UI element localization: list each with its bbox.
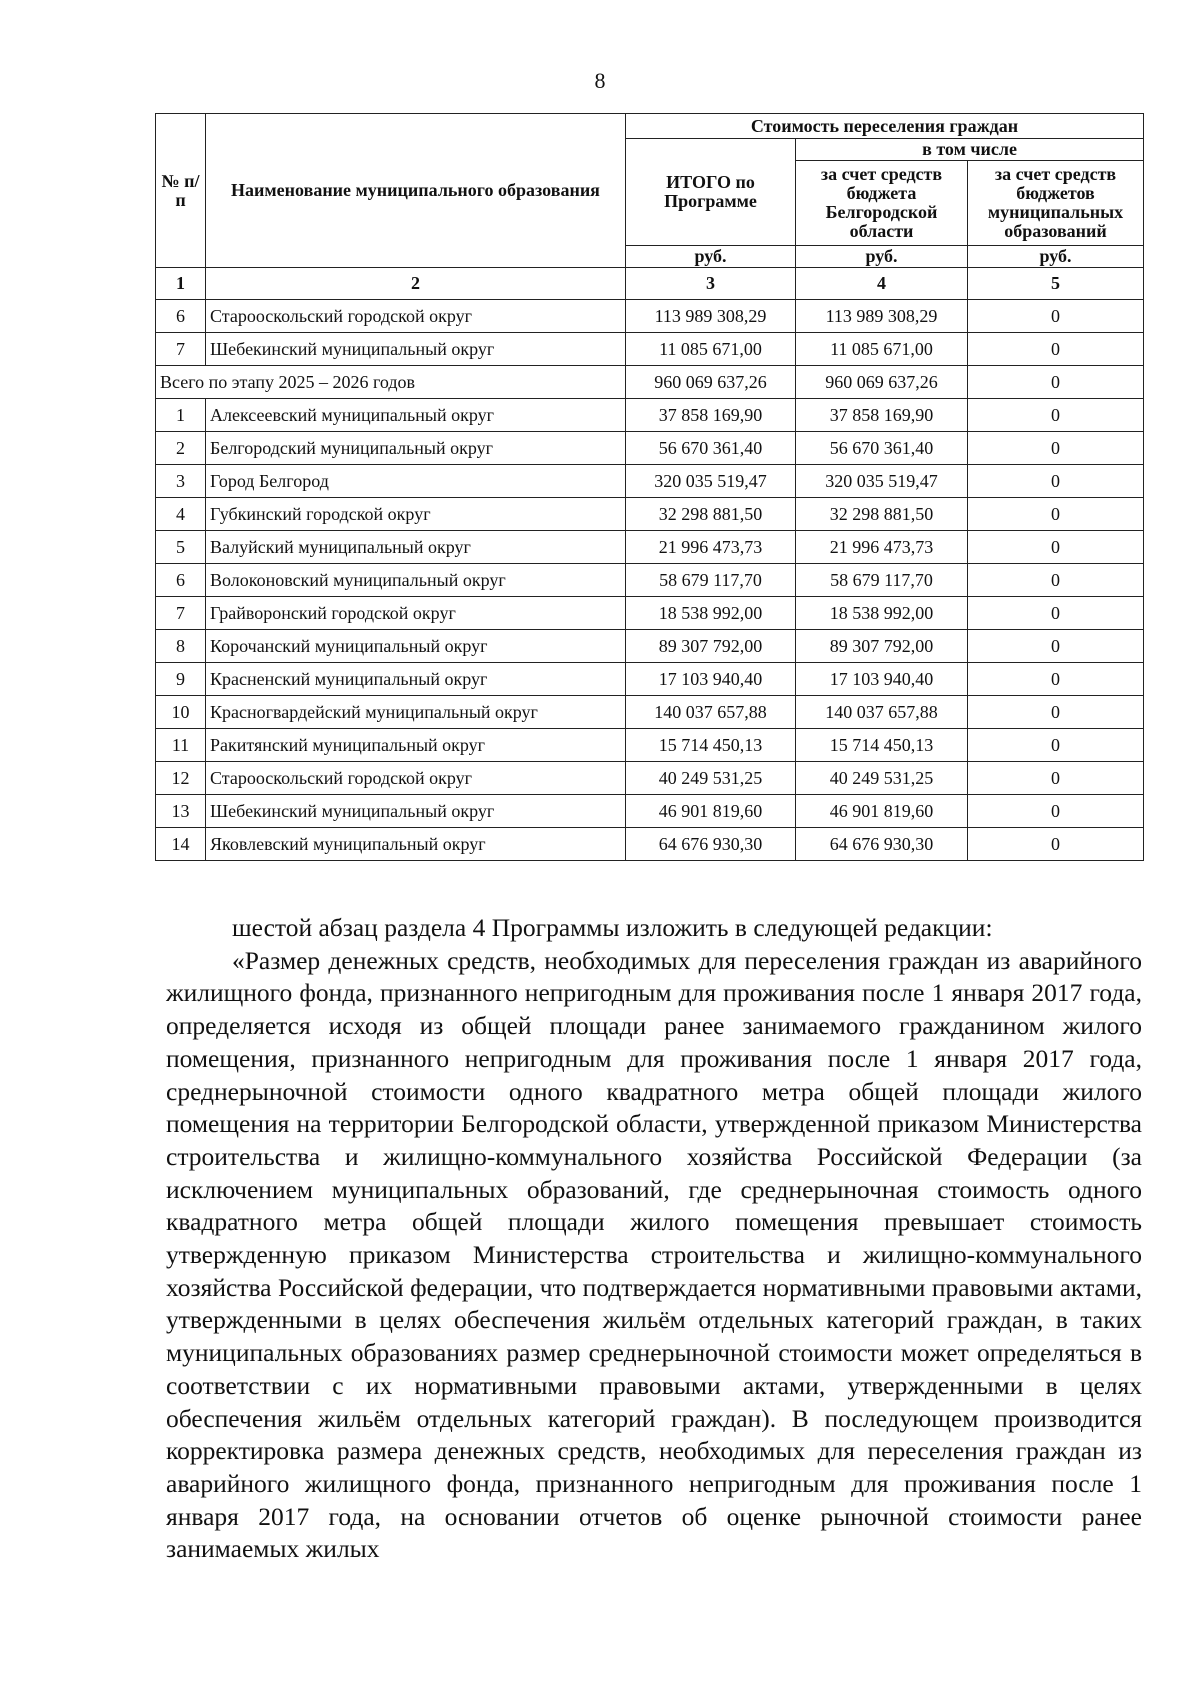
row-number: 7 <box>156 597 206 630</box>
header-cost-group: Стоимость переселения граждан <box>626 114 1144 139</box>
row-region-budget: 21 996 473,73 <box>796 531 968 564</box>
row-municipal-budget: 0 <box>968 399 1144 432</box>
row-total: 11 085 671,00 <box>626 333 796 366</box>
row-number: 12 <box>156 762 206 795</box>
row-municipality: Шебекинский муниципальный округ <box>206 795 626 828</box>
row-municipal-budget: 0 <box>968 465 1144 498</box>
stage-total-total: 960 069 637,26 <box>626 366 796 399</box>
table-row <box>156 498 1144 531</box>
row-region-budget: 58 679 117,70 <box>796 564 968 597</box>
table-row <box>156 300 1144 333</box>
row-municipality: Валуйский муниципальный округ <box>206 531 626 564</box>
column-number: 2 <box>206 268 626 300</box>
row-municipality: Губкинский городской округ <box>206 498 626 531</box>
row-municipal-budget: 0 <box>968 663 1144 696</box>
row-region-budget: 18 538 992,00 <box>796 597 968 630</box>
row-total: 37 858 169,90 <box>626 399 796 432</box>
intro-paragraph: шестой абзац раздела 4 Программы изложить в следующей редакции: <box>232 913 993 942</box>
table-row <box>156 564 1144 597</box>
row-total: 58 679 117,70 <box>626 564 796 597</box>
row-municipal-budget: 0 <box>968 597 1144 630</box>
table-row <box>156 531 1144 564</box>
row-municipality: Грайворонский городской округ <box>206 597 626 630</box>
row-number: 3 <box>156 465 206 498</box>
row-total: 64 676 930,30 <box>626 828 796 861</box>
row-region-budget: 17 103 940,40 <box>796 663 968 696</box>
row-region-budget: 40 249 531,25 <box>796 762 968 795</box>
row-municipality: Яковлевский муниципальный округ <box>206 828 626 861</box>
row-number: 10 <box>156 696 206 729</box>
row-number: 2 <box>156 432 206 465</box>
row-municipality: Корочанский муниципальный округ <box>206 630 626 663</box>
row-region-budget: 32 298 881,50 <box>796 498 968 531</box>
stage-total-municipal: 0 <box>968 366 1144 399</box>
row-number: 7 <box>156 333 206 366</box>
row-region-budget: 140 037 657,88 <box>796 696 968 729</box>
table-row <box>156 399 1144 432</box>
row-municipality: Ракитянский муниципальный округ <box>206 729 626 762</box>
row-total: 17 103 940,40 <box>626 663 796 696</box>
table-row <box>156 729 1144 762</box>
row-municipality: Красненский муниципальный округ <box>206 663 626 696</box>
row-region-budget: 64 676 930,30 <box>796 828 968 861</box>
header-col-name: Наименование муниципального образования <box>206 114 626 268</box>
row-number: 14 <box>156 828 206 861</box>
row-total: 140 037 657,88 <box>626 696 796 729</box>
document-text <box>166 912 1142 1566</box>
row-municipal-budget: 0 <box>968 300 1144 333</box>
column-number: 4 <box>796 268 968 300</box>
stage-total-region: 960 069 637,26 <box>796 366 968 399</box>
row-region-budget: 37 858 169,90 <box>796 399 968 432</box>
header-col-municipal: за счет средств бюджетов муниципальных образований <box>968 161 1144 246</box>
table-row <box>156 465 1144 498</box>
row-municipal-budget: 0 <box>968 762 1144 795</box>
row-number: 8 <box>156 630 206 663</box>
row-total: 113 989 308,29 <box>626 300 796 333</box>
resettlement-cost-table <box>155 113 1144 861</box>
row-municipality: Волоконовский муниципальный округ <box>206 564 626 597</box>
row-total: 15 714 450,13 <box>626 729 796 762</box>
row-municipality: Город Белгород <box>206 465 626 498</box>
row-municipality: Старооскольский городской округ <box>206 300 626 333</box>
column-number: 3 <box>626 268 796 300</box>
row-number: 1 <box>156 399 206 432</box>
column-number: 1 <box>156 268 206 300</box>
row-region-budget: 320 035 519,47 <box>796 465 968 498</box>
row-municipality: Красногвардейский муниципальный округ <box>206 696 626 729</box>
row-municipality: Белгородский муниципальный округ <box>206 432 626 465</box>
row-number: 13 <box>156 795 206 828</box>
row-number: 9 <box>156 663 206 696</box>
table-row <box>156 828 1144 861</box>
row-municipal-budget: 0 <box>968 333 1144 366</box>
row-municipality: Алексеевский муниципальный округ <box>206 399 626 432</box>
table-row <box>156 696 1144 729</box>
stage-total-row <box>156 366 1144 399</box>
stage-total-label: Всего по этапу 2025 – 2026 годов <box>156 366 626 399</box>
row-total: 21 996 473,73 <box>626 531 796 564</box>
row-region-budget: 15 714 450,13 <box>796 729 968 762</box>
table-row <box>156 762 1144 795</box>
header-col-region: за счет средств бюджета Белгородской области <box>796 161 968 246</box>
table-row <box>156 663 1144 696</box>
row-municipal-budget: 0 <box>968 795 1144 828</box>
row-number: 6 <box>156 564 206 597</box>
row-region-budget: 113 989 308,29 <box>796 300 968 333</box>
table-row <box>156 795 1144 828</box>
row-municipal-budget: 0 <box>968 498 1144 531</box>
column-number: 5 <box>968 268 1144 300</box>
row-region-budget: 56 670 361,40 <box>796 432 968 465</box>
row-municipal-budget: 0 <box>968 564 1144 597</box>
row-municipal-budget: 0 <box>968 630 1144 663</box>
row-total: 18 538 992,00 <box>626 597 796 630</box>
row-municipal-budget: 0 <box>968 729 1144 762</box>
row-total: 46 901 819,60 <box>626 795 796 828</box>
row-number: 6 <box>156 300 206 333</box>
row-total: 40 249 531,25 <box>626 762 796 795</box>
amended-paragraph: «Размер денежных средств, необходимых для переселения граждан из аварийного жилищного фонда, признанного непригодным для проживания после 1 января 2017 года, определяется исходя из общей площади ранее занимаемого гражданином жилого помещения, признанного непригодным для проживания после 1 января 2017 года, среднерыночной стоимости одного квадратного метра общей площади жилого помещения на территории Белгородской области, утвержденной приказом Министерства строительства и жилищно-коммунального хозяйства Российской Федерации (за исключением муниципальных образований, где среднерыночная стоимость одного квадратного метра общей площади жилого помещения превышает стоимость утвержденную приказом Министерства строительства и жилищно-коммунального хозяйства Российской федерации, что подтверждается нормативными правовыми актами, утвержденными в целях обеспечения жильём отдельных категорий граждан, в таких муниципальных образованиях размер среднерыночной стоимости может определяться в соответствии с их нормативными правовыми актами, утвержденными в целях обеспечения жильём отдельных категорий граждан). В последующем производится корректировка размера денежных средств, необходимых для переселения граждан из аварийного жилищного фонда, признанного непригодным для проживания после 1 января 2017 года, на основании отчетов об оценке рыночной стоимости ранее занимаемых жилых <box>166 945 1142 1564</box>
row-total: 56 670 361,40 <box>626 432 796 465</box>
row-number: 5 <box>156 531 206 564</box>
header-unit-total: руб. <box>626 246 796 268</box>
row-region-budget: 11 085 671,00 <box>796 333 968 366</box>
row-number: 4 <box>156 498 206 531</box>
row-municipal-budget: 0 <box>968 531 1144 564</box>
row-number: 11 <box>156 729 206 762</box>
row-municipality: Шебекинский муниципальный округ <box>206 333 626 366</box>
header-including: в том числе <box>796 139 1144 161</box>
row-municipality: Старооскольский городской округ <box>206 762 626 795</box>
row-total: 320 035 519,47 <box>626 465 796 498</box>
page-number: 8 <box>594 68 606 93</box>
row-municipal-budget: 0 <box>968 432 1144 465</box>
header-col-total: ИТОГО по Программе <box>626 139 796 246</box>
table-row <box>156 630 1144 663</box>
row-municipal-budget: 0 <box>968 696 1144 729</box>
table-row <box>156 333 1144 366</box>
row-region-budget: 89 307 792,00 <box>796 630 968 663</box>
header-unit-municipal: руб. <box>968 246 1144 268</box>
row-region-budget: 46 901 819,60 <box>796 795 968 828</box>
header-col-no: № п/п <box>156 114 206 268</box>
row-total: 89 307 792,00 <box>626 630 796 663</box>
row-municipal-budget: 0 <box>968 828 1144 861</box>
table-row <box>156 597 1144 630</box>
header-unit-region: руб. <box>796 246 968 268</box>
table-row <box>156 432 1144 465</box>
row-total: 32 298 881,50 <box>626 498 796 531</box>
